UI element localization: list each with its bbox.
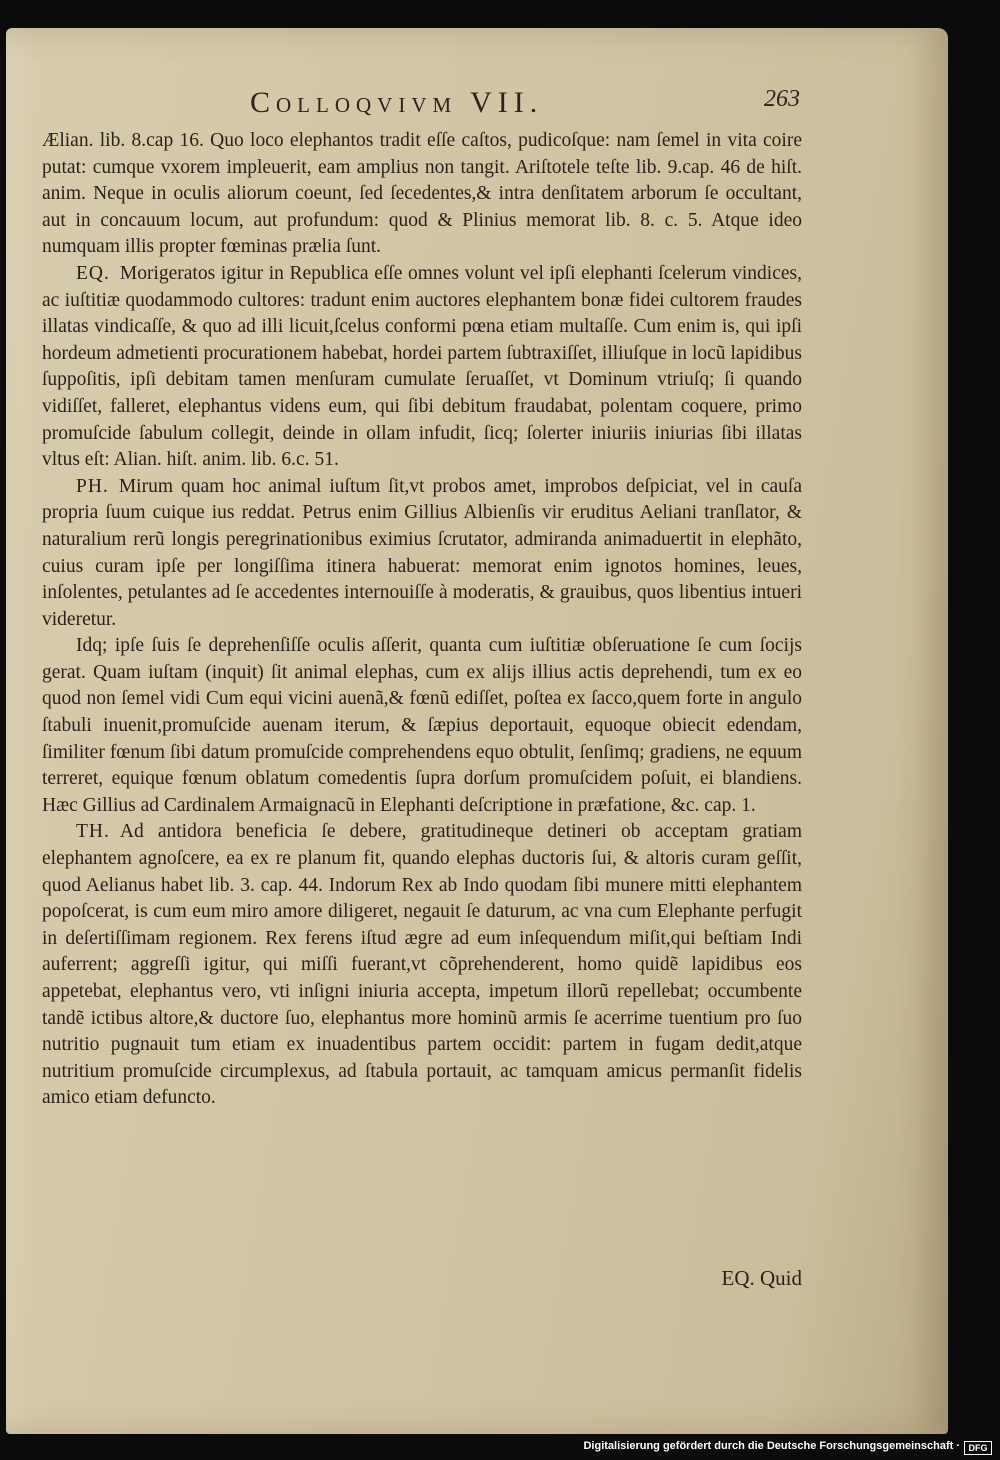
funding-credit: Digitalisierung gefördert durch die Deutsche Forschungsgemeinschaft · [583,1440,960,1452]
catchword: EQ. Quid [721,1266,802,1290]
paragraph [42,261,802,474]
digitization-footer [0,1436,1000,1460]
paragraph [42,819,802,1112]
paragraph [42,474,802,634]
paragraph-text: Mirum quam hoc animal iuſtum ſit,vt probos amet, improbos deſpiciat, vel in cauſa propria ſuum cuique ius reddat. Petrus enim Gillius Albienſis vir eruditus Aeliani tranſlator, & naturalium rerũ longis peregrinationibus eximius ſcrutator, admiranda animaduertit in elephãto, cuius curam ipſe per longiſſima itinera habuerat: memorat enim ignotos homines, leues, inſolentes, petulantes ad ſe accedentes internouiſſe à moderatis, & grauibus, quos libentius intueri videretur. [42,475,802,630]
paragraph-text: Ælian. lib. 8.cap 16. Quo loco elephantos tradit eſſe caſtos, pudicoſque: nam ſemel in vita coire putat: cumque vxorem impleuerit, eam amplius non tangit. Ariſtotele teſte lib. 9.cap. 46 de hiſt. anim. Neque in oculis aliorum coeunt, ſed ſecedentes,& intra denſitatem arborum ſe occultant, aut in concauum locum, aut profundum: quod & Plinius memorat lib. 8. c. 5. Atque ideo numquam illis propter fœminas prælia ſunt. [42,130,802,258]
speaker-label: EQ. [76,262,110,284]
paragraph [42,633,802,819]
running-head: Colloqvivm VII. [250,86,544,119]
speaker-label: PH. [76,475,109,497]
paragraph-text: Idq; ipſe ſuis ſe deprehenſiſſe oculis aſſerit, quanta cum iuſtitiæ obſeruatione ſe cum ſocijs gerat. Quam iuſtam (inquit) ſit animal elephas, cum ex alijs illius actis deprehendi, tum ex eo quod non ſemel vidi Cum equi vicini auenã,& fœnũ ediſſet, poſtea ex ſacco,quem forte in angulo ſtabuli inuenit,promuſcide auenam iterum, & ſæpius deportauit, equoque obiecit edendam, ſimiliter fœnum ſibi datum promuſcide comprehendens equo obtulit, ſenſimq; gradiens, ne equum terreret, equique fœnum oblatum comedentis ſupra dorſum promuſcidem poſuit, ei blandiens. Hæc Gillius ad Cardinalem Armaignacũ in Elephanti deſcriptione in præfatione, &c. cap. 1. [42,635,802,816]
book-page [6,28,948,1434]
body-text [42,128,802,1112]
dfg-logo-icon: DFG [964,1441,992,1455]
speaker-label: TH. [76,821,110,843]
paragraph-text: Morigeratos igitur in Republica eſſe omnes volunt vel ipſi elephanti ſcelerum vindices, ac iuſtitiæ quodammodo cultores: tradunt enim auctores elephantem bonæ fidei cultorem fraudes illatas vindicaſſe, & quo ad illi licuit,ſcelus conformi pœna etiam multaſſe. Cum enim is, qui ipſi hordeum admetienti procurationem habebat, hordei partem ſubtraxiſſet, illiuſque in locũ lapidibus ſuppoſitis, ipſi debitam tamen menſuram cumulate ſeruaſſet, vt Dominum vtriuſq; ſi quando vidiſſet, falleret, elephantus videns eum, qui ſibi debitum fraudabat, polentam coquere, primo promuſcide ſabulum collegit, deinde in ollam infudit, ſicq; ſolerter iniuriis iniurias ſibi illatas vltus eſt: Alian. hiſt. anim. lib. 6.c. 51. [42,262,802,471]
paragraph [42,128,802,261]
page-header [6,86,948,130]
paragraph-text: Ad antidora beneficia ſe debere, gratitudineque detineri ob acceptam gratiam elephantem agnoſcere, ea ex re planum fit, quando elephas ductoris ſui, & altoris curam geſſit, quod Aelianus habet lib. 3. cap. 44. Indorum Rex ab Indo quodam ſibi munere mitti elephantem popoſcerat, is cum eum miro amore diligeret, negauit ſe daturum, ac vna cum Elephante perfugit in deſertiſſimam regionem. Rex ferens iſtud ægre ad eum inſequendum miſit,qui beſtiam Indi auferrent; aggreſſi igitur, qui miſſi fuerant,vt cõprehenderent, homo quidẽ lapidibus eos appetebat, elephantus vero, vti inſigni iniuria accepta, impetum illorũ repellebat; occumbente tandẽ ictibus altore,& ductore ſuo, elephantus more hominũ armis ſe acerrime tuentium pro ſuo nutritio pugnauit tum etiam ex inuadentibus partem occidit: partem in fugam dedit,atque nutritium promuſcide circumplexus, ad ſtabula portauit, ac tamquam amicus permanſit fidelis amico etiam defuncto. [42,821,802,1109]
page-number: 263 [764,86,800,112]
